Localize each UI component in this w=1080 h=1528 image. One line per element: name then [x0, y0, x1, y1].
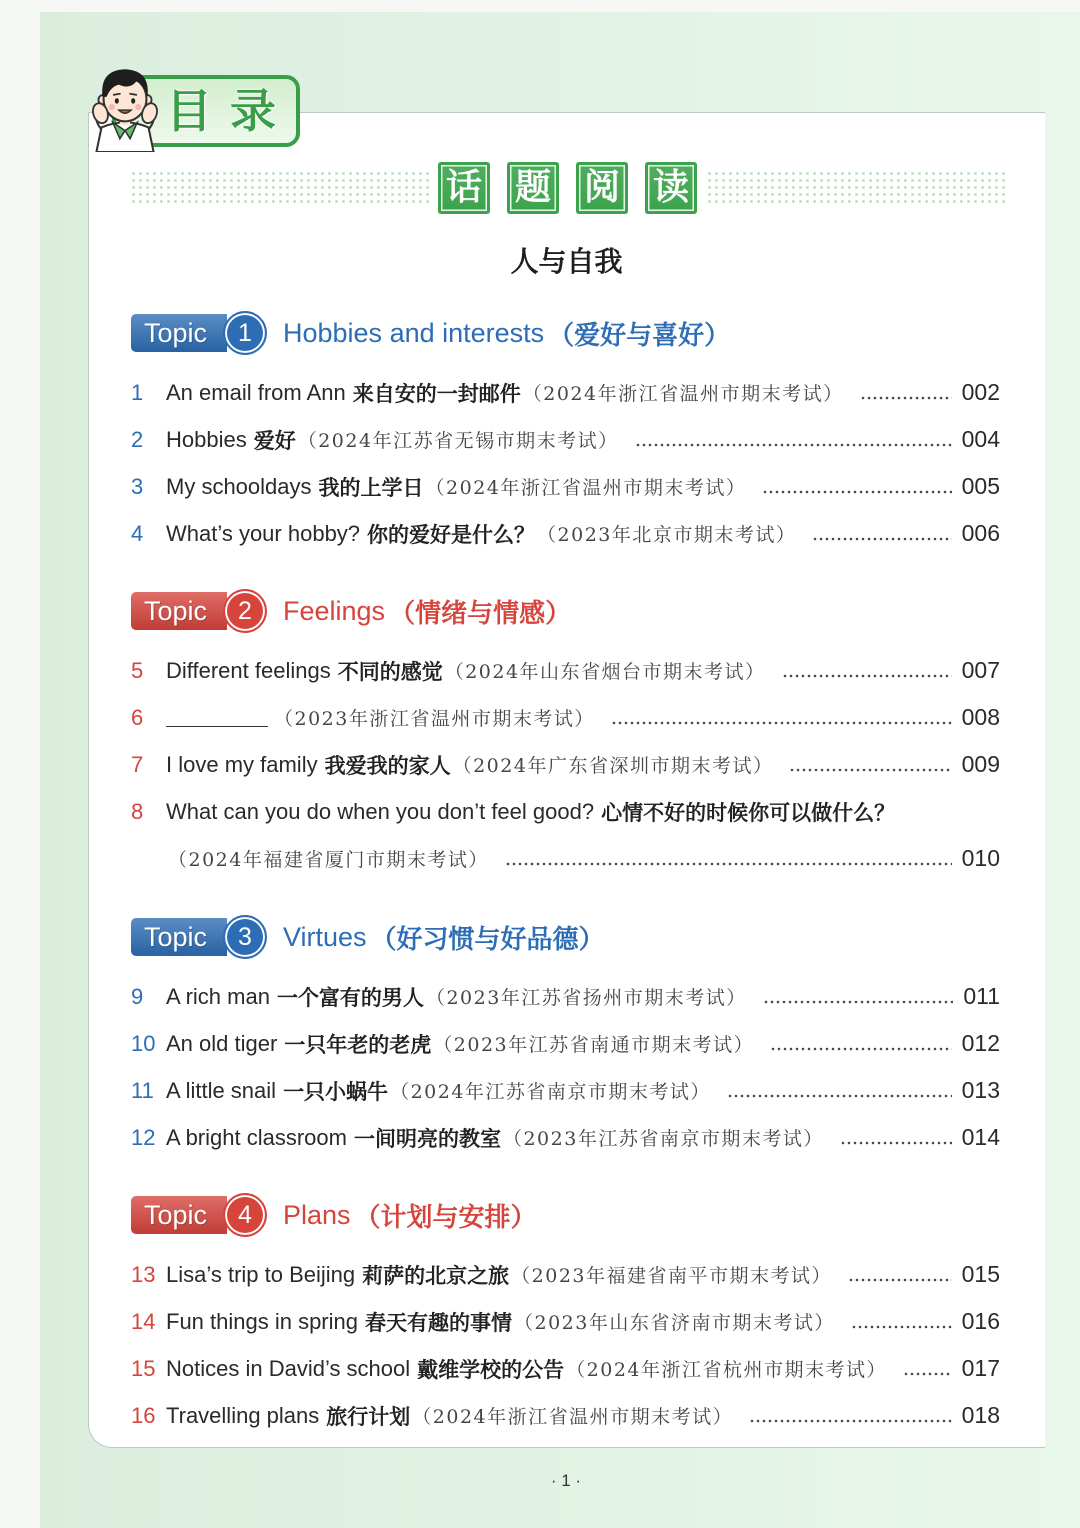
blank-title-line	[166, 704, 268, 727]
topic-title: Hobbies and interests	[283, 317, 545, 348]
topic-entries	[131, 973, 1000, 1161]
entry-number: 8	[131, 798, 144, 824]
section-tile: 读	[645, 162, 697, 214]
topic-title: Feelings	[283, 595, 386, 626]
entry-number: 10	[131, 1030, 156, 1056]
section-title-tiles	[438, 162, 697, 214]
topic-number-badge: 2	[223, 589, 267, 633]
entry-title: Travelling plans	[166, 1402, 320, 1428]
topic-number-badge: 3	[223, 915, 267, 959]
topic-entries	[131, 369, 1000, 557]
entry-title: Hobbies	[166, 426, 247, 452]
entry-source: （2023年江苏省南京市期末考试）	[502, 1128, 824, 1150]
entry-page-number: 009	[961, 751, 1000, 777]
entry-title-cn: 一个富有的男人	[276, 985, 424, 1010]
toc-entry-11	[131, 1067, 1000, 1114]
entry-title: My schooldays	[166, 473, 312, 499]
topic-header	[131, 309, 1000, 357]
entry-page-number: 015	[961, 1261, 1000, 1287]
entry-title-cn: 我爱我的家人	[324, 753, 451, 778]
entry-source: （2024年浙江省温州市期末考试）	[522, 383, 844, 405]
toc-entry-5	[131, 647, 1000, 694]
entry-source: （2023年江苏省扬州市期末考试）	[425, 987, 747, 1009]
entry-number: 1	[131, 379, 144, 405]
entry-source: （2023年福建省南平市期末考试）	[511, 1265, 832, 1287]
toc-entry-16	[131, 1392, 1000, 1439]
entry-source: （2024年福建省厦门市期末考试）	[168, 849, 489, 871]
entry-title-cn: 一间明亮的教室	[353, 1126, 501, 1151]
dot-leader	[770, 1047, 951, 1051]
dot-leader	[848, 1278, 952, 1282]
dot-leader	[812, 537, 951, 541]
dot-leader	[727, 1094, 952, 1098]
topic-title: Virtues	[283, 921, 367, 952]
dot-pattern-decoration	[706, 170, 1006, 206]
entry-page-number: 005	[961, 473, 1000, 499]
topic-header	[131, 913, 1000, 961]
entry-page-number: 012	[961, 1030, 1000, 1056]
entry-source: （2024年浙江省杭州市期末考试）	[566, 1359, 888, 1381]
toc-entry-12	[131, 1114, 1000, 1161]
entry-title: What can you do when you don’t feel good?	[166, 798, 595, 824]
topic-title-cn: （情绪与情感）	[389, 598, 572, 629]
entry-number: 7	[131, 751, 144, 777]
page-number-footer: · 1 ·	[550, 1471, 582, 1490]
toc-entry-7	[131, 741, 1000, 788]
topic-block-2	[131, 587, 1000, 882]
topic-header	[131, 1191, 1000, 1239]
topic-entries	[131, 647, 1000, 882]
entry-title-cn: 春天有趣的事情	[365, 1310, 512, 1335]
entry-title: A rich man	[166, 983, 270, 1009]
dot-leader	[903, 1372, 952, 1376]
entry-title-cn: 心情不好的时候你可以做什么？	[601, 800, 896, 825]
entry-source: （2024年江苏省南京市期末考试）	[390, 1081, 711, 1103]
dot-leader	[749, 1419, 952, 1423]
toc-entry-14	[131, 1298, 1000, 1345]
entry-page-number: 006	[961, 520, 1000, 546]
entry-title-cn: 爱好	[253, 428, 296, 453]
topic-title: Plans	[283, 1199, 351, 1230]
entry-page-number: 017	[961, 1355, 1000, 1381]
topic-label: Topic	[131, 592, 227, 630]
entry-number: 3	[131, 473, 144, 499]
section-tile: 题	[507, 162, 559, 214]
toc-entry-9	[131, 973, 1000, 1020]
entry-title-cn: 你的爱好是什么？	[367, 522, 536, 547]
entry-number: 16	[131, 1402, 156, 1428]
topic-number-badge: 1	[223, 311, 267, 355]
entry-title: What’s your hobby?	[166, 520, 361, 546]
entry-source: （2023年浙江省温州市期末考试）	[274, 708, 595, 730]
dot-leader	[851, 1325, 952, 1329]
entry-title: Different feelings	[166, 657, 331, 683]
dot-leader	[782, 674, 952, 678]
toc-entry-2	[131, 416, 1000, 463]
topic-title-cn: （计划与安排）	[354, 1202, 537, 1233]
entry-page-number: 010	[961, 845, 1000, 871]
topic-title-cn: （爱好与喜好）	[548, 320, 731, 351]
entry-page-number: 008	[961, 704, 1000, 730]
entry-title: An email from Ann	[166, 379, 346, 405]
dot-leader	[611, 721, 952, 725]
dot-leader	[840, 1141, 952, 1145]
entry-page-number: 018	[961, 1402, 1000, 1428]
topic-block-4	[131, 1191, 1000, 1439]
entry-number: 2	[131, 426, 144, 452]
toc-entry-3	[131, 463, 1000, 510]
entry-source: （2023年北京市期末考试）	[537, 524, 797, 546]
topic-label: Topic	[131, 314, 227, 352]
dot-leader	[789, 768, 951, 772]
boy-mascot-icon	[84, 58, 166, 152]
entry-title: Notices in David’s school	[166, 1355, 411, 1381]
entry-title-cn: 一只年老的老虎	[284, 1032, 432, 1057]
section-tile: 话	[438, 162, 490, 214]
entry-title: I love my family	[166, 751, 318, 777]
entry-source: （2023年山东省济南市期末考试）	[514, 1312, 835, 1334]
dot-leader	[635, 443, 952, 447]
entry-number: 12	[131, 1124, 156, 1150]
toc-entry-8	[131, 788, 1000, 835]
entry-title: A little snail	[166, 1077, 277, 1103]
toc-entry-4	[131, 510, 1000, 557]
topic-block-1	[131, 309, 1000, 557]
entry-title-cn: 不同的感觉	[337, 659, 443, 684]
entry-title: A bright classroom	[166, 1124, 347, 1150]
section-tile: 阅	[576, 162, 628, 214]
entry-title: Fun things in spring	[166, 1308, 358, 1334]
entry-number: 15	[131, 1355, 156, 1381]
section-subtitle: 人与自我	[510, 245, 623, 278]
topic-label: Topic	[131, 1196, 227, 1234]
toc-title: 目录	[166, 84, 294, 138]
entry-number: 6	[131, 704, 144, 730]
dot-leader	[860, 396, 952, 400]
entry-title-cn: 一只小蜗牛	[283, 1079, 389, 1104]
entry-source: （2023年江苏省南通市期末考试）	[433, 1034, 755, 1056]
toc-entry-8-continued	[131, 835, 1000, 882]
entry-number: 14	[131, 1308, 156, 1334]
toc-entry-1	[131, 369, 1000, 416]
dot-leader	[763, 1000, 954, 1004]
toc-entry-15	[131, 1345, 1000, 1392]
toc-entry-10	[131, 1020, 1000, 1067]
topic-title-cn: （好习惯与好品德）	[370, 924, 605, 955]
entry-source: （2024年浙江省温州市期末考试）	[425, 477, 747, 499]
entry-number: 11	[131, 1077, 154, 1103]
entry-source: （2024年广东省深圳市期末考试）	[452, 755, 774, 777]
topic-label: Topic	[131, 918, 227, 956]
topic-header	[131, 587, 1000, 635]
entry-source: （2024年江苏省无锡市期末考试）	[297, 430, 619, 452]
entry-page-number: 013	[961, 1077, 1000, 1103]
entry-page-number: 011	[963, 983, 1000, 1009]
topic-block-3	[131, 913, 1000, 1161]
entry-number: 4	[131, 520, 144, 546]
entry-title-cn: 来自安的一封邮件	[352, 381, 521, 406]
dot-pattern-decoration	[130, 170, 430, 206]
entry-number: 5	[131, 657, 144, 683]
entry-title: Lisa’s trip to Beijing	[166, 1261, 356, 1287]
dot-leader	[762, 490, 951, 494]
entry-page-number: 004	[961, 426, 1000, 452]
entry-number: 9	[131, 983, 144, 1009]
entry-title-cn: 我的上学日	[318, 475, 424, 500]
entry-source: （2024年山东省烟台市期末考试）	[444, 661, 766, 683]
toc-entry-13	[131, 1251, 1000, 1298]
entry-title-cn: 莉萨的北京之旅	[362, 1263, 510, 1288]
entry-page-number: 016	[961, 1308, 1000, 1334]
entry-page-number: 002	[961, 379, 1000, 405]
entry-title: An old tiger	[166, 1030, 278, 1056]
topic-entries	[131, 1251, 1000, 1439]
topic-number-badge: 4	[223, 1193, 267, 1237]
toc-entry-6	[131, 694, 1000, 741]
entry-number: 13	[131, 1261, 156, 1287]
entry-title-cn: 戴维学校的公告	[417, 1357, 565, 1382]
entry-page-number: 007	[961, 657, 1000, 683]
entry-source: （2024年浙江省温州市期末考试）	[412, 1406, 734, 1428]
entry-title-cn: 旅行计划	[326, 1404, 411, 1429]
entry-page-number: 014	[961, 1124, 1000, 1150]
dot-leader	[505, 862, 952, 866]
